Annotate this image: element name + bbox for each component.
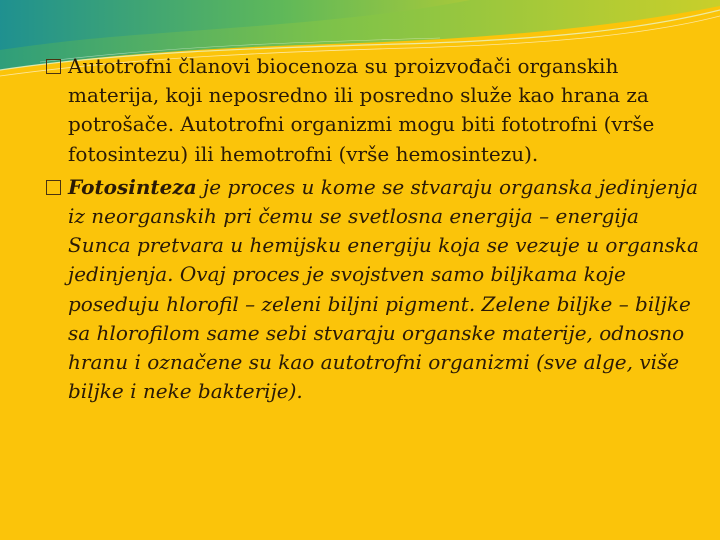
paragraph-photosynthesis: [40, 173, 700, 407]
paragraph-text: je proces u kome se stvaraju organska jedinjenja iz neorganskih pri čemu se svetlosna energija – energija Sunca pretvara u hemijsku energiju koja se vezuje u organska jedinjenja. Ovaj proces je svojstven samo biljkama koje poseduju hlorofil – zeleni biljni pigment. Zelene biljke – biljke sa hlorofilom same sebi stvaraju organske materije, odnosno hranu i označene su kao autotrofni organizmi (sve alge, više biljke i neke bakterije).: [68, 174, 699, 404]
slide-content: [40, 52, 700, 410]
square-bullet-icon: [46, 180, 61, 195]
paragraph-autotrophs: [40, 52, 700, 169]
paragraph-text: Autotrofni članovi biocenoza su proizvođači organskih materija, koji neposredno ili posredno služe kao hrana za potrošače. Autotrofni organizmi mogu biti fototrofni (vrše fotosintezu) ili hemotrofni (vrše hemosintezu).: [68, 54, 655, 166]
term-fotosinteza: Fotosinteza: [68, 174, 197, 199]
square-bullet-icon: [46, 59, 61, 74]
